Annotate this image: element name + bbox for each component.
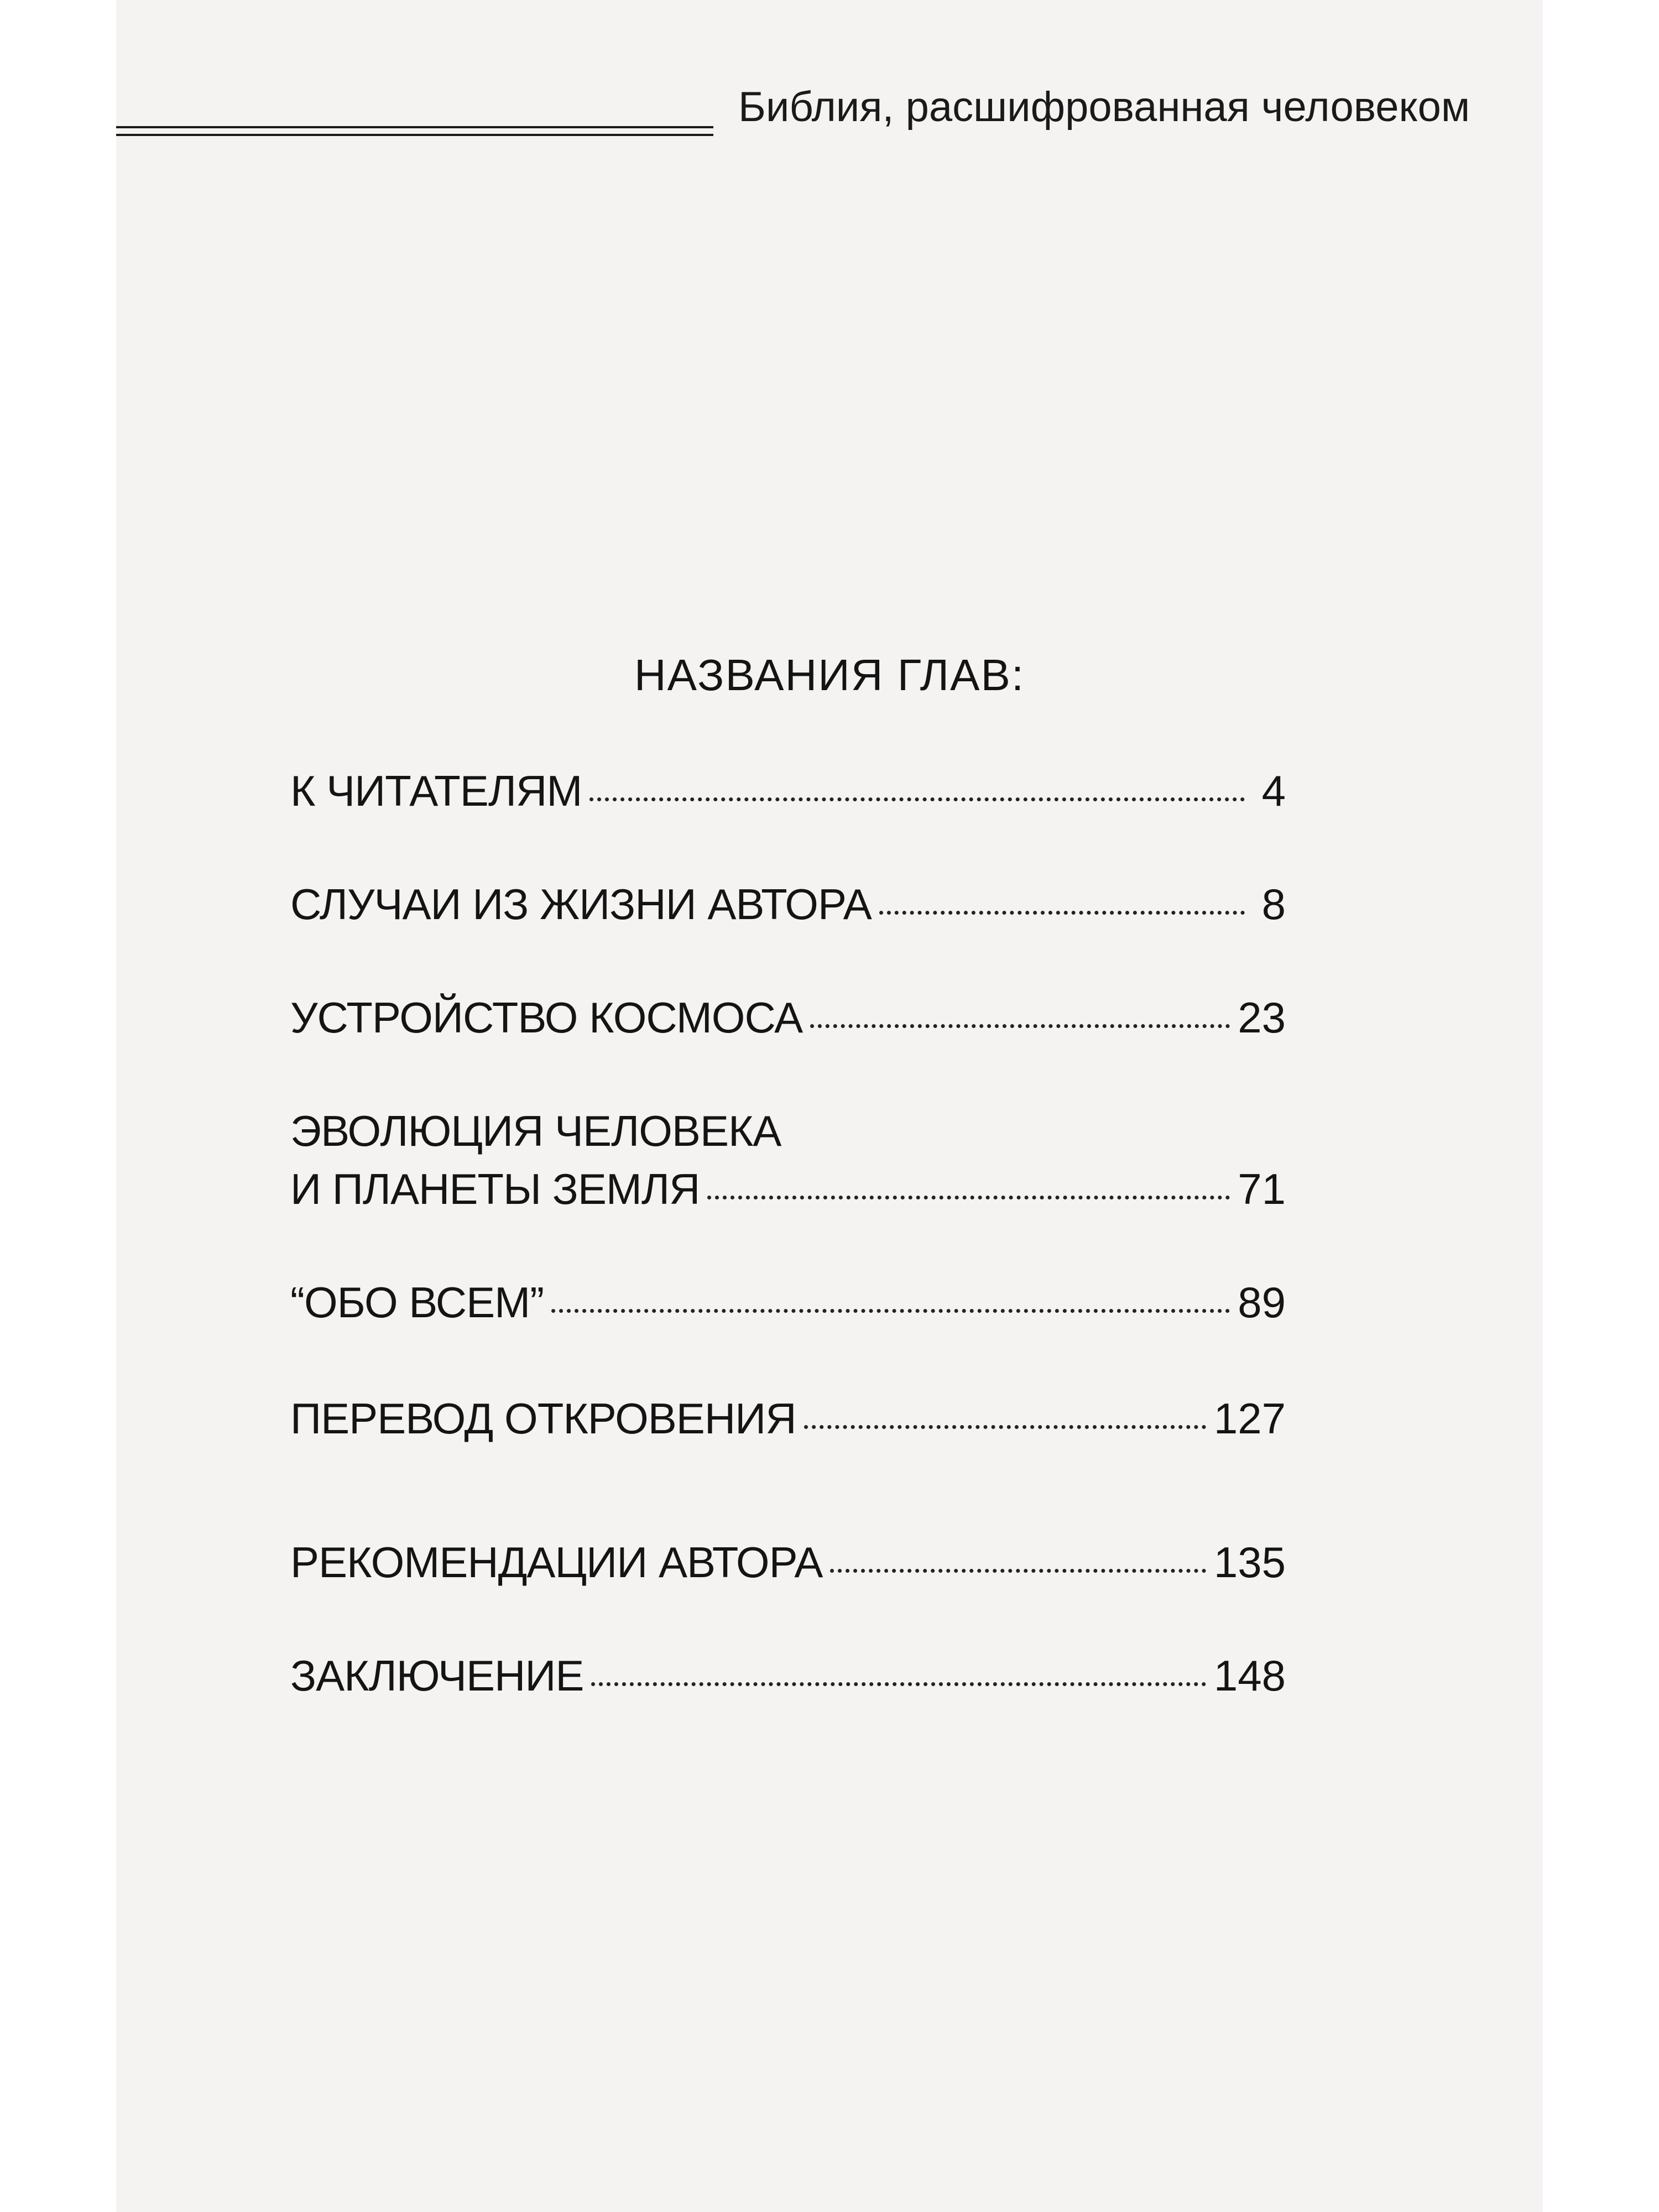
running-head: Библия, расшифрованная человеком [738,84,1470,131]
toc-entry-recommendations [290,1535,1286,1590]
toc-entry-label: УСТРОЙСТВО КОСМОСА [290,993,803,1042]
toc-entry-author-life [290,877,1286,932]
toc-entry-label: К ЧИТАТЕЛЯМ [290,766,582,815]
dot-leader [830,1569,1206,1573]
toc-entry-label: РЕКОМЕНДАЦИИ АВТОРА [290,1538,823,1587]
toc-title: НАЗВАНИЯ ГЛАВ: [634,650,1025,700]
toc-entry-readers [290,763,1286,818]
toc-entry-page: 148 [1213,1651,1286,1700]
toc-entry-label: “ОБО ВСЕМ” [290,1278,544,1327]
dot-leader [707,1196,1230,1199]
toc-entry-about-all [290,1275,1286,1330]
dot-leader [551,1309,1230,1313]
toc-entry-page: 8 [1261,880,1286,928]
toc-entry-page: 89 [1238,1278,1286,1327]
toc-entry-page: 127 [1213,1394,1286,1443]
toc-entry-page: 135 [1213,1538,1286,1587]
header-rule [116,126,713,136]
dot-leader [810,1024,1230,1028]
toc-entry-conclusion [290,1648,1286,1703]
toc-entry-label: СЛУЧАИ ИЗ ЖИЗНИ АВТОРА [290,880,872,928]
toc-entry-cosmos [290,990,1286,1045]
toc-entry-label: И ПЛАНЕТЫ ЗЕМЛЯ [290,1165,700,1213]
toc-entry-page: 4 [1261,766,1286,815]
dot-leader [879,911,1245,915]
toc-entry-page: 23 [1238,993,1286,1042]
toc-entry-page: 71 [1238,1165,1286,1213]
dot-leader [591,1682,1206,1686]
dot-leader [589,797,1245,801]
toc-entry-label-line1: ЭВОЛЮЦИЯ ЧЕЛОВЕКА [290,1107,781,1155]
toc-entry-label: ЗАКЛЮЧЕНИЕ [290,1651,584,1700]
dot-leader [804,1425,1206,1429]
toc-entry-revelation [290,1391,1286,1446]
toc-entry-label: ПЕРЕВОД ОТКРОВЕНИЯ [290,1394,796,1443]
toc-entry-evolution [290,1103,1286,1217]
